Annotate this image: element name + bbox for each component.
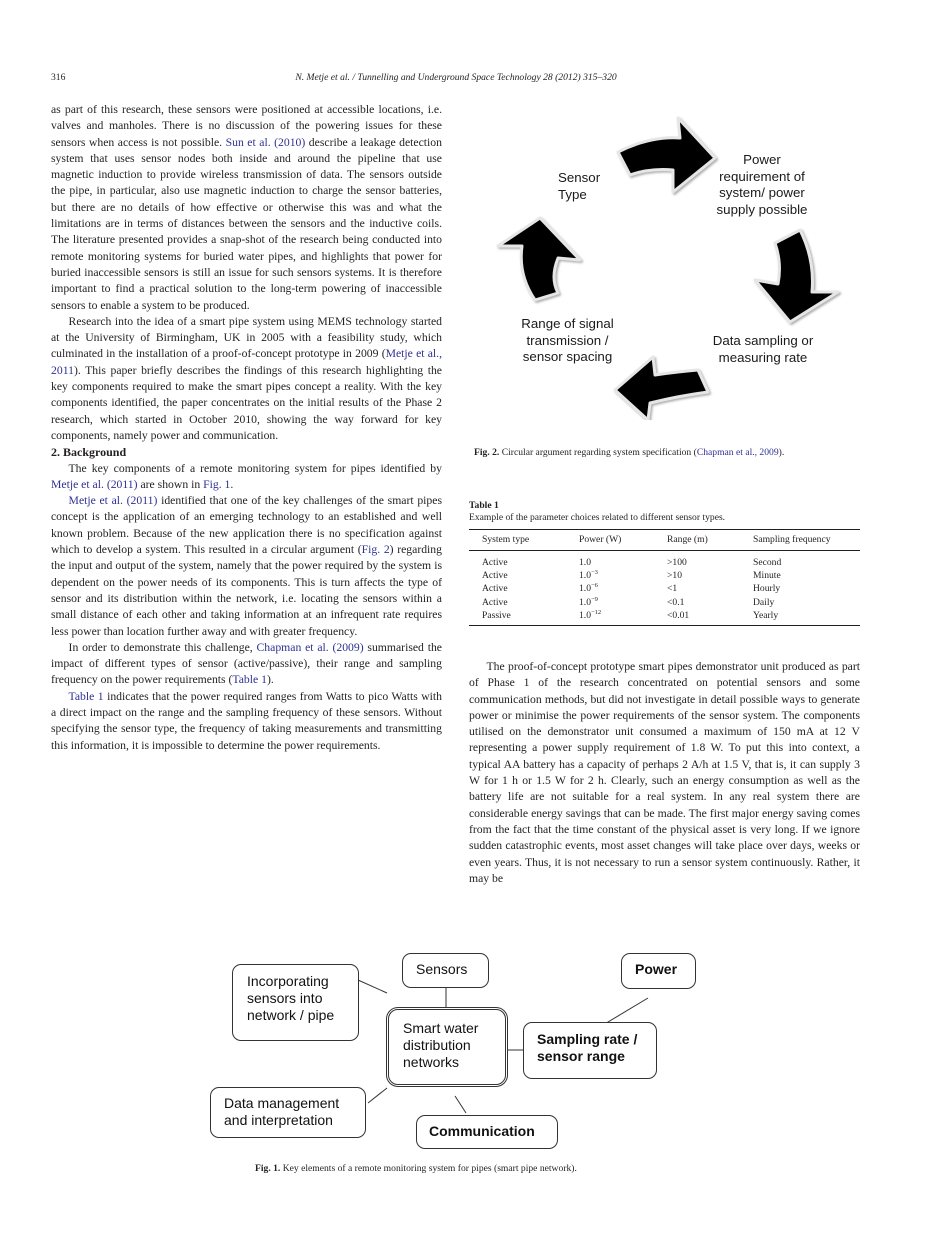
- connector-line: [368, 1088, 387, 1103]
- paragraph: as part of this research, these sensors were positioned at accessible locations, i.e. valves and manholes. There is no discussion of the powering issues for these sensors when access is not possible. Sun et al. (2010) describe a leakage detection system that uses sensor nodes both inside and around the pipeline that use magnetic induction to provide wireless transmission of data. The sensors outside the pipe, in particular, also use magnetic induction to charge the sensor batteries, but there are no details of how effective or otherwise this was and what the limitations are in terms of distances between the sensors and the inductive coils. The literature presented provides a snap-shot of the research being conducted into remote monitoring systems for buried water pipes, and highlights that power for buried inaccessible sensors is still an issue for such sensors systems. It is therefore important to find a practical solution to the long-term powering of inaccessible sensors to enable a system to be produced.: [51, 103, 442, 312]
- figure-1-key-elements: [200, 945, 720, 1145]
- section-heading: 2. Background: [51, 445, 127, 460]
- column-header: Range (m): [667, 530, 753, 551]
- table-row: Passive $1.0^{-12}$ <0.01 Yearly: [469, 609, 860, 626]
- right-column: [469, 659, 860, 887]
- table-link-table1[interactable]: Table 1: [232, 673, 267, 687]
- label-sensor-type: Sensor Type: [558, 170, 601, 202]
- table-header-row: [469, 530, 860, 551]
- node-communication: Communication: [416, 1115, 558, 1149]
- node-smart-water-networks: Smart water distribution networks: [386, 1007, 508, 1087]
- paragraph: In order to demonstrate this challenge, Chapman et al. (2009) summarised the impact of different types of sensor (active/passive), their range and sampling frequency on the power requirements (Table 1).: [51, 640, 442, 687]
- citation-link-chapman-2009[interactable]: Chapman et al., 2009: [696, 447, 779, 458]
- arrow-down-icon: [755, 230, 838, 322]
- page-number: 316: [51, 72, 66, 83]
- table-row: Active $1.0^{-6}$ <1 Hourly: [482, 582, 781, 595]
- citation-link-sun-2010[interactable]: Sun et al. (2010): [225, 135, 306, 149]
- arrow-right-icon: [618, 118, 715, 192]
- figure-1-caption: Fig. 1. Key elements of a remote monitoring system for pipes (smart pipe network).: [255, 1163, 577, 1174]
- figure-2-caption: Fig. 2. Circular argument regarding system specification (Chapman et al., 2009).: [474, 447, 785, 458]
- paragraph: Table 1 indicates that the power required ranges from Watts to pico Watts with a direct impact on the range and the sampling frequency of these sensors. Without specifying the sensor type, the frequency of taking measurements and transmitting this information, it is impossible to determine the power requirements.: [51, 689, 442, 752]
- table-1: [469, 500, 860, 626]
- arrow-up-icon: [498, 218, 580, 300]
- arrow-left-icon: [615, 357, 708, 420]
- figure-link-fig1[interactable]: Fig. 1: [203, 477, 231, 491]
- connector-line: [603, 998, 648, 1025]
- figure-2-arrows: [470, 100, 890, 420]
- figure-link-fig2[interactable]: Fig. 2: [361, 543, 390, 557]
- citation-link-metje-2011[interactable]: Metje et al., 2011: [51, 347, 442, 377]
- citation-link-chapman-2009[interactable]: Chapman et al. (2009): [256, 640, 364, 654]
- connector-line: [455, 1096, 466, 1113]
- paragraph: The key components of a remote monitoring system for pipes identified by Metje et al. (2011) are shown in Fig. 1.: [51, 461, 442, 491]
- table-description: Example of the parameter choices related to different sensor types.: [469, 512, 726, 523]
- running-head: [51, 72, 861, 86]
- column-header: Sampling frequency: [753, 530, 860, 551]
- table-row: Active 1.0 >100 Second: [482, 557, 782, 568]
- paragraph: Metje et al. (2011) identified that one of the key challenges of the smart pipes concept is the application of an emerging technology to an established and well known problem. Because of the new application there is no specification against which to develop a system. This resulted in a circular argument (Fig. 2) regarding the input and output of the system, namely that the power required by the system is dependent on the power needs of its components. This is turn affects the type of sensor and its distribution within the network, i.e. locating the sensors within a small distance of each other and taking information at an infrequent rate requires less power than location further away and with greater frequency.: [51, 494, 442, 638]
- node-sampling-rate: Sampling rate / sensor range: [523, 1022, 657, 1079]
- paragraph: Research into the idea of a smart pipe system using MEMS technology started at the University of Birmingham, UK in 2005 with a feasibility study, which culminated in the installation of a proof-of-concept prototype in 2009 (Metje et al., 2011). This paper briefly describes the findings of this research highlighting the key components required to make the smart pipes concept a reality. With the key components identified, the paper concentrates on the initial results of the Phase 2 research, which started in October 2010, showing the way forward for key components, namely power and communication.: [51, 314, 442, 442]
- table-title: Table 1: [469, 500, 499, 511]
- table-link-table1[interactable]: Table 1: [68, 689, 104, 703]
- column-header: System type: [469, 530, 579, 551]
- node-power: Power: [621, 953, 696, 989]
- node-incorporating-sensors: Incorporating sensors into network / pipe: [232, 964, 359, 1041]
- paragraph: The proof-of-concept prototype smart pipes demonstrator unit produced as part of Phase 1 of the research concentrated on potential sensors and some communication methods, but did not investigate in detail possible ways to generate power or minimise the power requirements of the sensor system. The components utilised on the demonstrator unit consumed a maximum of 150 mA at 12 V representing a power supply requirement of 1.8 W. To put this into context, a typical AA battery has a capacity of perhaps 2 A/h at 1.5 V, that is, it can supply 3 W for 1 h or 1.5 W for 2 h. Clearly, such an energy consumption as well as the battery life are not suitable for a real system. In any real system there are considerable energy savings that can be made. The first major energy saving comes from the fact that the time constant of the physical asset is very long. If we ignore sudden catastrophic events, most asset changes will take place over days, weeks or even years. Thus, it is not necessary to run a sensor system continuously. Rather, it may be: [469, 660, 860, 885]
- node-data-management: Data management and interpretation: [210, 1087, 366, 1138]
- label-power-requirement: Power requirement of system/ power supply possible: [716, 152, 808, 217]
- column-header: Power (W): [579, 530, 667, 551]
- citation-link-metje-2011[interactable]: Metje et al. (2011): [68, 494, 158, 508]
- citation-link-metje-2011[interactable]: Metje et al. (2011): [51, 477, 138, 491]
- table-row: Active $1.0^{-3}$ >10 Minute: [482, 569, 781, 582]
- journal-citation: N. Metje et al. / Tunnelling and Underground Space Technology 28 (2012) 315–320: [295, 72, 617, 83]
- label-data-sampling: Data sampling or measuring rate: [712, 333, 814, 365]
- node-sensors: Sensors: [402, 953, 489, 988]
- table-row: Active $1.0^{-9}$ <0.1 Daily: [482, 595, 775, 608]
- label-range-of-signal: Range of signal transmission / sensor spacing: [521, 316, 614, 364]
- table-1-grid: [469, 529, 860, 626]
- left-column: [51, 102, 442, 754]
- figure-2-circular-argument: [470, 100, 890, 420]
- connector-line: [358, 980, 387, 993]
